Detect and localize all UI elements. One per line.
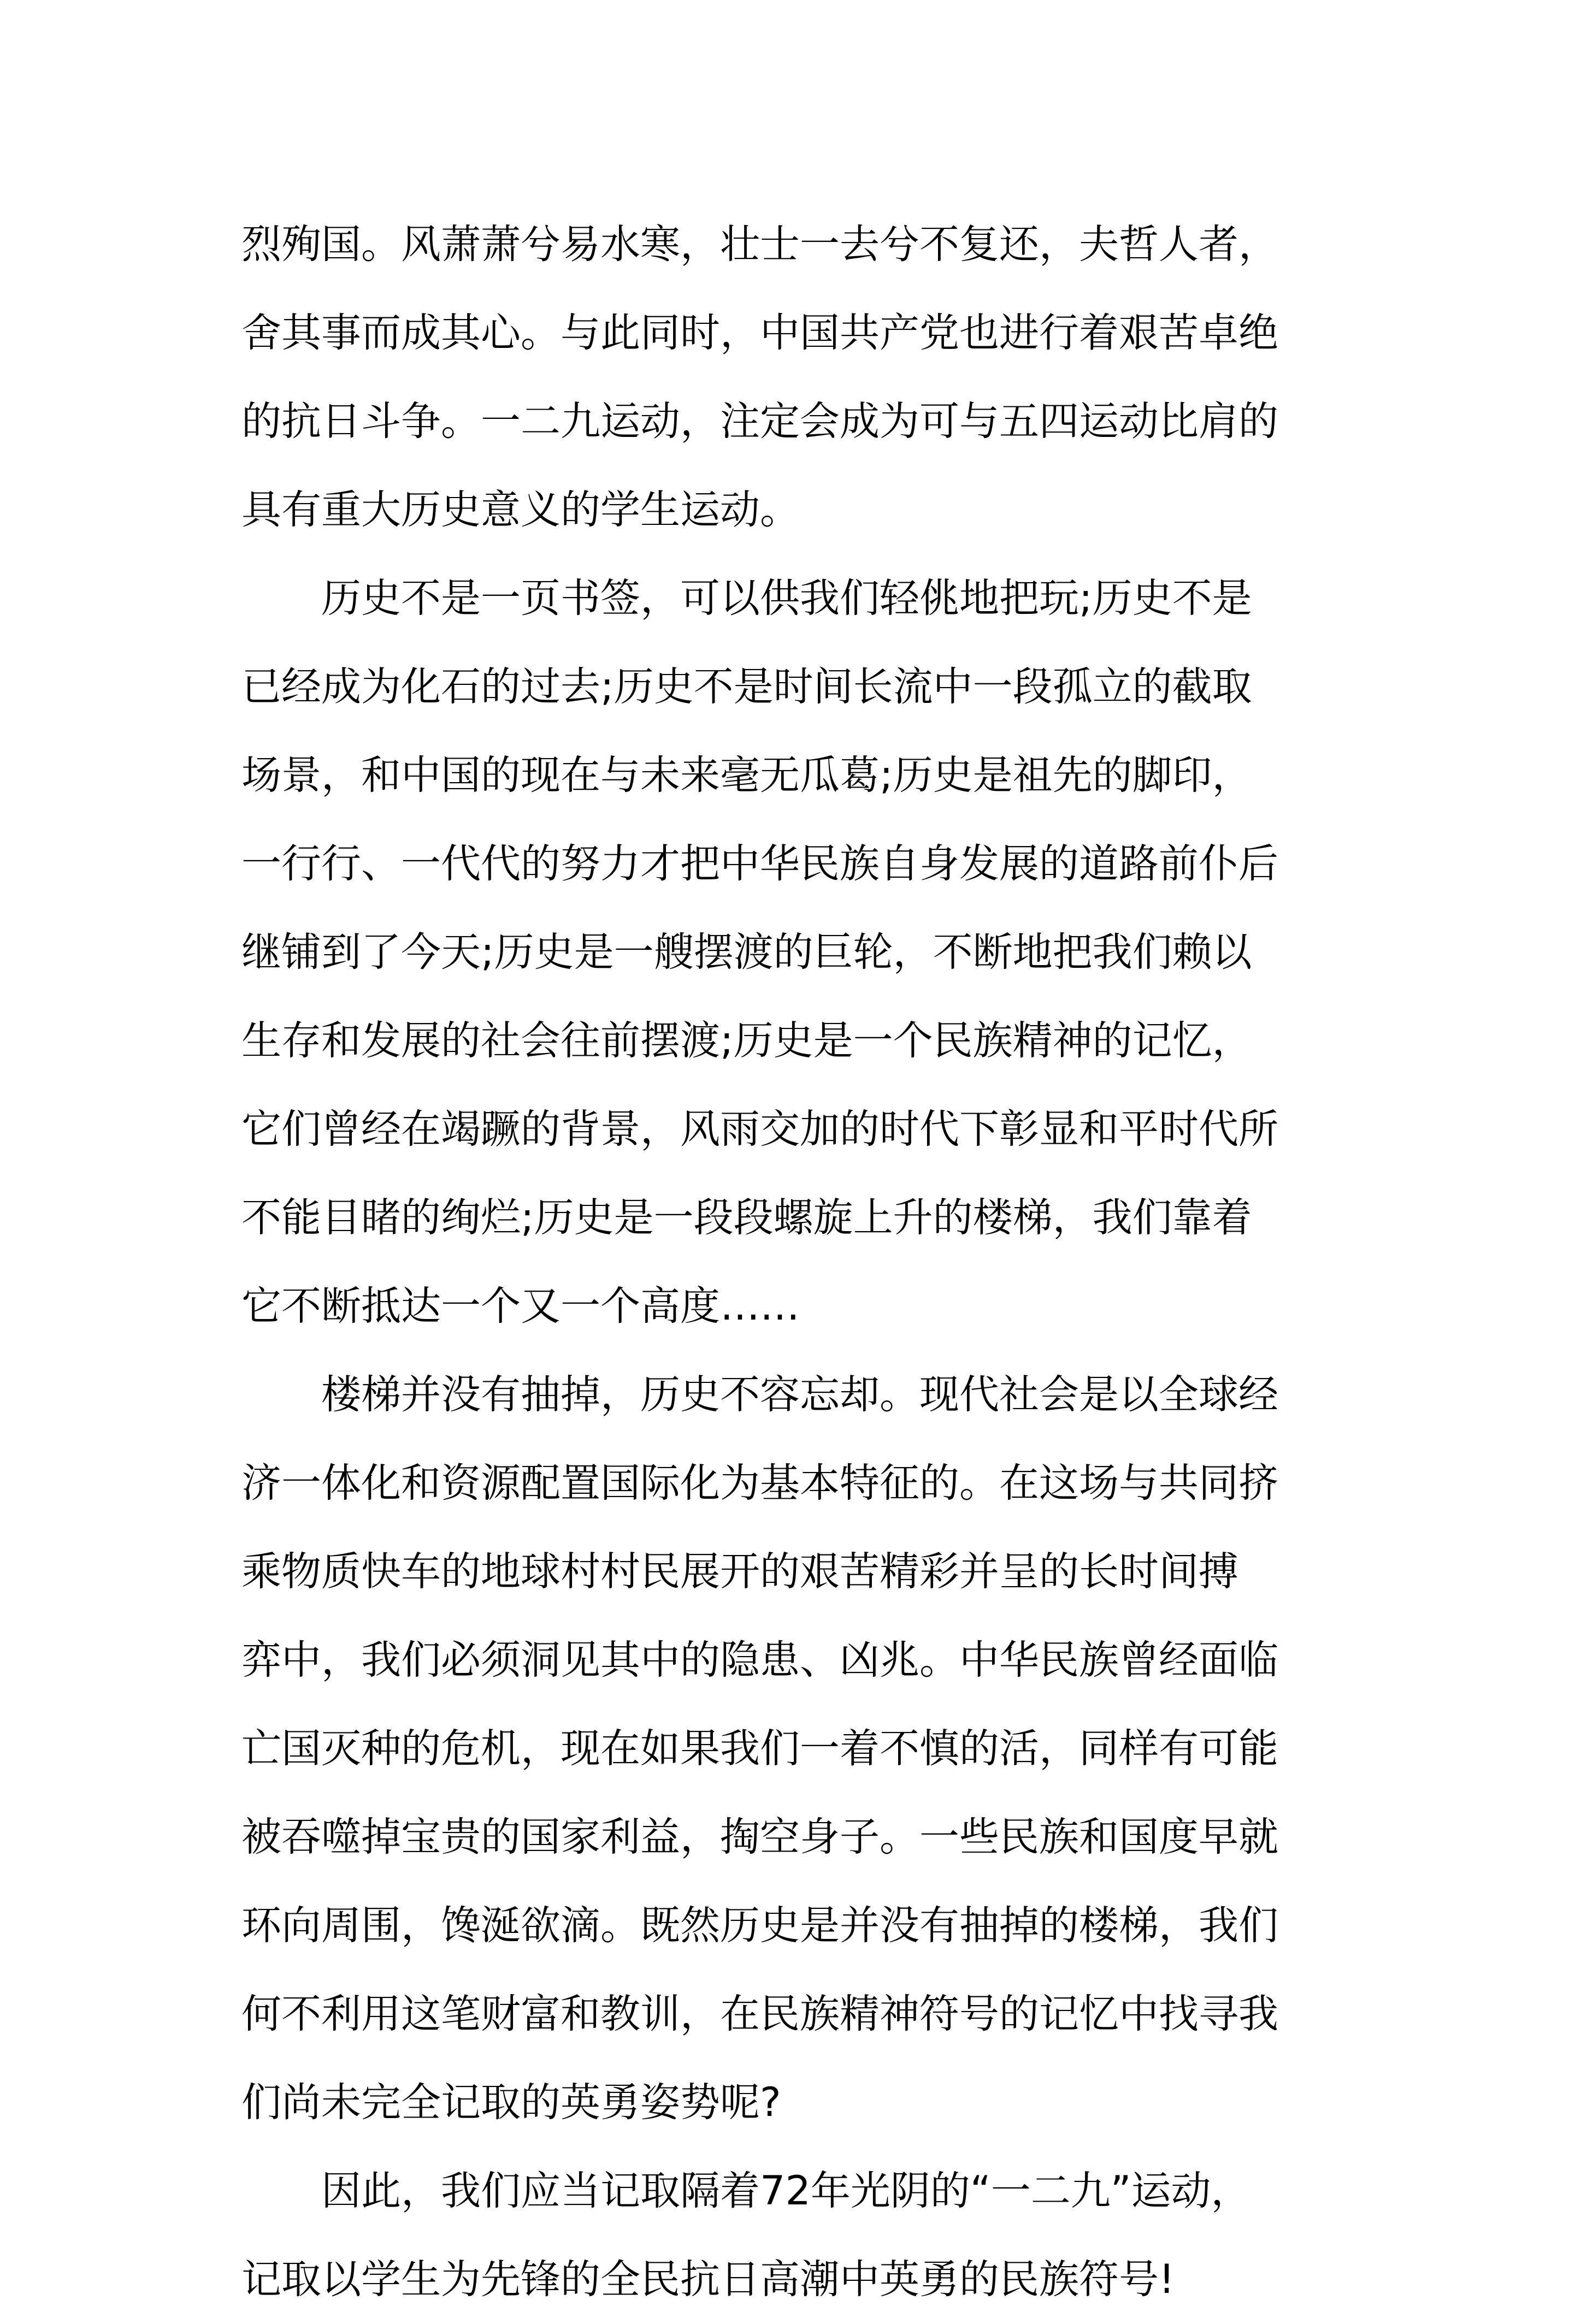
text-line: 历史不是一页书签，可以供我们轻佻地把玩;历史不是	[321, 575, 1252, 622]
text-line: 一行行、一代代的努力才把中华民族自身发展的道路前仆后	[241, 841, 1278, 887]
text-line: 它们曾经在竭蹶的背景，风雨交加的时代下彰显和平时代所	[241, 1106, 1278, 1152]
text-line: 弈中，我们必须洞见其中的隐患、凶兆。中华民族曾经面临	[241, 1637, 1278, 1683]
text-line: 的抗日斗争。一二九运动，注定会成为可与五四运动比肩的	[241, 398, 1278, 445]
text-line: 场景，和中国的现在与未来毫无瓜葛;历史是祖先的脚印，	[241, 752, 1252, 799]
text-line: 不能目睹的绚烂;历史是一段段螺旋上升的楼梯，我们靠着	[241, 1194, 1252, 1241]
text-line: 具有重大历史意义的学生运动。	[241, 487, 800, 533]
text-line: 楼梯并没有抽掉，历史不容忘却。现代社会是以全球经	[321, 1371, 1278, 1418]
document-body	[241, 200, 1356, 2324]
text-line: 被吞噬掉宝贵的国家利益，掏空身子。一些民族和国度早就	[241, 1814, 1278, 1860]
text-line: 记取以学生为先锋的全民抗日高潮中英勇的民族符号!	[241, 2256, 1175, 2303]
text-line: 亡国灭种的危机，现在如果我们一着不慎的活，同样有可能	[241, 1725, 1278, 1772]
text-line: 它不断抵达一个又一个高度……	[241, 1283, 800, 1329]
text-line: 何不利用这笔财富和教训，在民族精神符号的记忆中找寻我	[241, 1991, 1278, 2037]
text-line: 济一体化和资源配置国际化为基本特征的。在这场与共同挤	[241, 1460, 1278, 1506]
text-line: 继铺到了今天;历史是一艘摆渡的巨轮，不断地把我们赖以	[241, 929, 1252, 975]
paragraph-2	[241, 554, 1356, 1351]
paragraph-3	[241, 1351, 1356, 2147]
text-line: 舍其事而成其心。与此同时，中国共产党也进行着艰苦卓绝	[241, 310, 1278, 356]
text-line: 因此，我们应当记取隔着72年光阴的“一二九”运动，	[321, 2168, 1251, 2214]
paragraph-4	[241, 2147, 1356, 2324]
text-line: 烈殉国。风萧萧兮易水寒，壮士一去兮不复还，夫哲人者，	[241, 221, 1278, 268]
text-line: 生存和发展的社会往前摆渡;历史是一个民族精神的记忆，	[241, 1018, 1252, 1064]
text-line: 乘物质快车的地球村村民展开的艰苦精彩并呈的长时间搏	[241, 1548, 1238, 1595]
text-line: 环向周围，馋涎欲滴。既然历史是并没有抽掉的楼梯，我们	[241, 1902, 1278, 1949]
text-line: 已经成为化石的过去;历史不是时间长流中一段孤立的截取	[241, 664, 1252, 710]
paragraph-1	[241, 200, 1356, 554]
text-line: 们尚未完全记取的英勇姿势呢?	[241, 2079, 781, 2126]
